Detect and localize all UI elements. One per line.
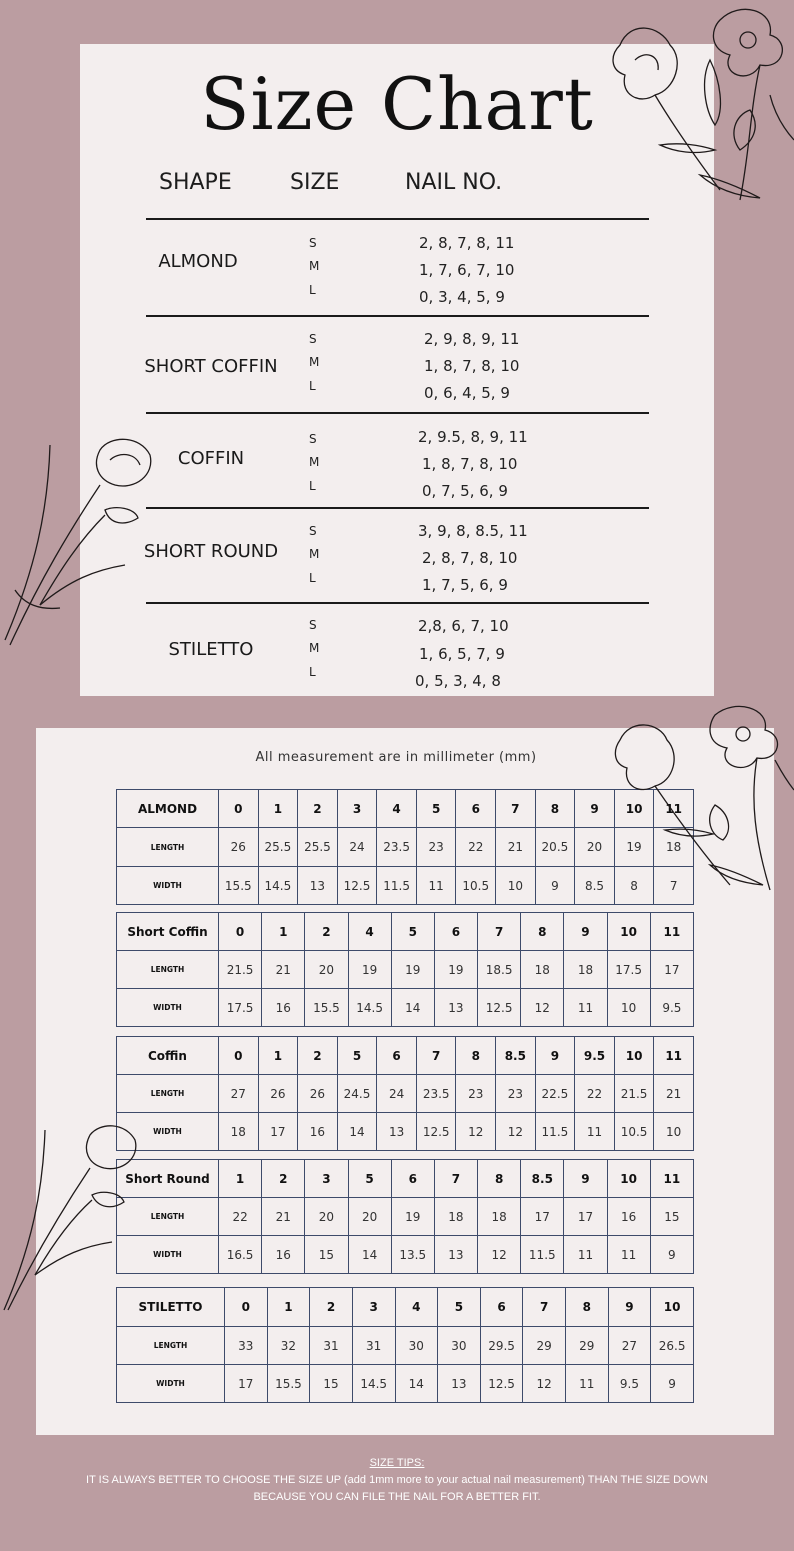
table-cell: 7 [478, 913, 521, 951]
table-cell: 17.5 [219, 989, 262, 1027]
row-label-width: WIDTH [117, 1236, 219, 1274]
floral-line-art-icon [0, 1120, 145, 1320]
size-label: L [309, 283, 316, 297]
table-cell: 11.5 [377, 867, 417, 905]
table-cell: 9 [564, 1160, 607, 1198]
table-cell: 19 [348, 951, 391, 989]
table-cell: 3 [305, 1160, 348, 1198]
table-cell: 24.5 [337, 1075, 377, 1113]
table-row [117, 1288, 694, 1327]
table-cell: 5 [391, 913, 434, 951]
row-label-length: LENGTH [117, 828, 219, 867]
table-cell: 22 [456, 828, 496, 867]
table-cell: 6 [377, 1037, 417, 1075]
table-row [117, 1113, 694, 1151]
table-cell: 16 [298, 1113, 338, 1151]
table-cell: 11.5 [535, 1113, 575, 1151]
nail-numbers: 0, 6, 4, 5, 9 [424, 384, 510, 402]
page-title: Size Chart [200, 62, 594, 146]
table-cell: 13 [438, 1365, 481, 1403]
table-cell: 0 [219, 913, 262, 951]
table-cell: 17 [564, 1198, 607, 1236]
table-row [117, 913, 694, 951]
nail-numbers: 1, 7, 6, 7, 10 [419, 261, 515, 279]
size-label: L [309, 379, 316, 393]
table-cell: 21.5 [614, 1075, 654, 1113]
table-cell: 7 [523, 1288, 566, 1327]
table-cell: 17 [225, 1365, 268, 1403]
size-label: L [309, 571, 316, 585]
table-shape-label: Coffin [117, 1037, 219, 1075]
table-cell: 5 [416, 790, 456, 828]
table-cell: 18.5 [478, 951, 521, 989]
table-cell: 1 [262, 913, 305, 951]
row-label-length: LENGTH [117, 951, 219, 989]
divider [146, 218, 649, 220]
table-cell: 21 [654, 1075, 694, 1113]
table-cell: 6 [391, 1160, 434, 1198]
table-cell: 4 [348, 913, 391, 951]
size-label: M [309, 641, 320, 655]
table-cell: 17 [650, 951, 693, 989]
table-cell: 10 [654, 1113, 694, 1151]
table-cell: 24 [337, 828, 377, 867]
table-cell: 8 [566, 1288, 609, 1327]
table-cell: 10 [651, 1288, 694, 1327]
table-cell: 10 [614, 1037, 654, 1075]
measurement-table-stiletto [116, 1287, 694, 1403]
table-row [117, 1160, 694, 1198]
table-cell: 19 [614, 828, 654, 867]
table-cell: 10 [607, 1160, 650, 1198]
table-shape-label: Short Round [117, 1160, 219, 1198]
size-label: S [309, 332, 317, 346]
table-cell: 21 [496, 828, 536, 867]
table-cell: 10 [614, 790, 654, 828]
table-cell: 19 [391, 1198, 434, 1236]
table-cell: 22.5 [535, 1075, 575, 1113]
size-label: S [309, 432, 317, 446]
shape-name: STILETTO [168, 639, 254, 660]
table-cell: 14.5 [258, 867, 298, 905]
table-cell: 29.5 [480, 1327, 523, 1365]
table-cell: 12 [496, 1113, 536, 1151]
size-label: M [309, 259, 320, 273]
table-cell: 3 [352, 1288, 395, 1327]
table-cell: 15.5 [267, 1365, 310, 1403]
table-cell: 10.5 [614, 1113, 654, 1151]
nail-numbers: 0, 5, 3, 4, 8 [415, 672, 501, 690]
table-cell: 9 [535, 867, 575, 905]
table-cell: 32 [267, 1327, 310, 1365]
table-cell: 10 [607, 989, 650, 1027]
table-cell: 30 [395, 1327, 438, 1365]
table-shape-label: STILETTO [117, 1288, 225, 1327]
table-cell: 12 [456, 1113, 496, 1151]
table-cell: 23 [416, 828, 456, 867]
row-label-length: LENGTH [117, 1075, 219, 1113]
table-cell: 12.5 [478, 989, 521, 1027]
table-cell: 7 [496, 790, 536, 828]
table-cell: 33 [225, 1327, 268, 1365]
table-cell: 1 [258, 1037, 298, 1075]
table-cell: 2 [298, 790, 338, 828]
row-label-width: WIDTH [117, 1113, 219, 1151]
size-label: S [309, 236, 317, 250]
table-cell: 11 [564, 989, 607, 1027]
nail-numbers: 1, 6, 5, 7, 9 [419, 645, 505, 663]
table-cell: 26 [258, 1075, 298, 1113]
table-row [117, 1365, 694, 1403]
table-cell: 2 [305, 913, 348, 951]
table-cell: 8.5 [521, 1160, 564, 1198]
table-cell: 21.5 [219, 951, 262, 989]
nail-numbers: 1, 8, 7, 8, 10 [424, 357, 520, 375]
size-label: L [309, 665, 316, 679]
table-cell: 16 [262, 989, 305, 1027]
table-cell: 20.5 [535, 828, 575, 867]
table-cell: 9 [651, 1365, 694, 1403]
table-cell: 18 [654, 828, 694, 867]
table-cell: 13 [377, 1113, 417, 1151]
table-cell: 10.5 [456, 867, 496, 905]
table-cell: 31 [310, 1327, 353, 1365]
measurement-table-coffin [116, 1036, 694, 1151]
floral-line-art-icon [605, 700, 794, 900]
shape-name: ALMOND [158, 251, 238, 272]
table-cell: 19 [391, 951, 434, 989]
table-cell: 23 [456, 1075, 496, 1113]
nail-numbers: 0, 7, 5, 6, 9 [422, 482, 508, 500]
measurement-table-short-round [116, 1159, 694, 1274]
table-cell: 14.5 [352, 1365, 395, 1403]
table-cell: 16.5 [219, 1236, 262, 1274]
table-cell: 11 [564, 1236, 607, 1274]
size-tips-line: IT IS ALWAYS BETTER TO CHOOSE THE SIZE UP (add 1mm more to your actual nail measurement) THAN THE SIZE DOWN [86, 1474, 708, 1486]
size-tips-title: SIZE TIPS: [369, 1457, 425, 1469]
table-cell: 14 [391, 989, 434, 1027]
table-cell: 12 [478, 1236, 521, 1274]
table-cell: 21 [262, 1198, 305, 1236]
row-label-width: WIDTH [117, 867, 219, 905]
table-cell: 11 [650, 913, 693, 951]
table-cell: 25.5 [258, 828, 298, 867]
table-cell: 7 [434, 1160, 477, 1198]
table-cell: 1 [267, 1288, 310, 1327]
table-cell: 20 [575, 828, 615, 867]
table-row [117, 989, 694, 1027]
table-cell: 23.5 [416, 1075, 456, 1113]
table-cell: 5 [438, 1288, 481, 1327]
table-row [117, 1075, 694, 1113]
table-cell: 2 [262, 1160, 305, 1198]
table-cell: 8 [535, 790, 575, 828]
table-cell: 20 [348, 1198, 391, 1236]
header-shape: SHAPE [159, 170, 232, 195]
table-cell: 24 [377, 1075, 417, 1113]
table-cell: 15.5 [305, 989, 348, 1027]
table-cell: 5 [337, 1037, 377, 1075]
size-label: S [309, 618, 317, 632]
row-label-length: LENGTH [117, 1198, 219, 1236]
size-label: M [309, 547, 320, 561]
table-cell: 0 [219, 1037, 259, 1075]
divider [146, 507, 649, 509]
size-label: L [309, 479, 316, 493]
shape-name: SHORT COFFIN [144, 356, 278, 377]
table-cell: 14 [395, 1365, 438, 1403]
table-cell: 15 [305, 1236, 348, 1274]
table-cell: 7 [416, 1037, 456, 1075]
table-row [117, 951, 694, 989]
table-cell: 12.5 [416, 1113, 456, 1151]
measurement-table-short-coffin [116, 912, 694, 1027]
table-cell: 26 [219, 828, 259, 867]
table-cell: 20 [305, 1198, 348, 1236]
table-cell: 9.5 [650, 989, 693, 1027]
table-cell: 30 [438, 1327, 481, 1365]
table-cell: 18 [219, 1113, 259, 1151]
table-cell: 1 [219, 1160, 262, 1198]
table-shape-label: ALMOND [117, 790, 219, 828]
header-size: SIZE [290, 170, 340, 195]
nail-numbers: 0, 3, 4, 5, 9 [419, 288, 505, 306]
table-cell: 6 [480, 1288, 523, 1327]
nail-numbers: 2, 8, 7, 8, 11 [419, 234, 515, 252]
table-cell: 0 [219, 790, 259, 828]
table-cell: 8.5 [575, 867, 615, 905]
floral-line-art-icon [600, 0, 794, 210]
table-cell: 0 [225, 1288, 268, 1327]
table-cell: 6 [434, 913, 477, 951]
table-cell: 2 [310, 1288, 353, 1327]
table-cell: 8.5 [496, 1037, 536, 1075]
table-row [117, 1037, 694, 1075]
table-row [117, 1327, 694, 1365]
table-cell: 3 [337, 790, 377, 828]
table-cell: 15 [310, 1365, 353, 1403]
table-cell: 8 [456, 1037, 496, 1075]
table-cell: 5 [348, 1160, 391, 1198]
table-cell: 9 [575, 790, 615, 828]
size-tips [0, 1455, 794, 1506]
measurement-note: All measurement are in millimeter (mm) [255, 750, 537, 765]
table-row [117, 1198, 694, 1236]
table-cell: 27 [219, 1075, 259, 1113]
table-cell: 11.5 [521, 1236, 564, 1274]
size-tips-line: BECAUSE YOU CAN FILE THE NAIL FOR A BETTER FIT. [253, 1491, 541, 1503]
table-cell: 31 [352, 1327, 395, 1365]
table-cell: 10 [607, 913, 650, 951]
table-cell: 1 [258, 790, 298, 828]
table-cell: 20 [305, 951, 348, 989]
table-cell: 11 [654, 790, 694, 828]
nail-numbers: 2, 9.5, 8, 9, 11 [418, 428, 528, 446]
table-cell: 13 [434, 1236, 477, 1274]
size-label: S [309, 524, 317, 538]
header-nail-no: NAIL NO. [405, 170, 503, 195]
table-cell: 29 [566, 1327, 609, 1365]
table-cell: 12.5 [480, 1365, 523, 1403]
table-cell: 16 [262, 1236, 305, 1274]
divider [146, 412, 649, 414]
row-label-width: WIDTH [117, 989, 219, 1027]
nail-numbers: 2,8, 6, 7, 10 [418, 617, 509, 635]
row-label-width: WIDTH [117, 1365, 225, 1403]
table-cell: 25.5 [298, 828, 338, 867]
table-cell: 2 [298, 1037, 338, 1075]
floral-line-art-icon [0, 430, 160, 660]
nail-numbers: 2, 8, 7, 8, 10 [422, 549, 518, 567]
size-label: M [309, 455, 320, 469]
shape-name: COFFIN [177, 448, 245, 469]
table-cell: 14 [348, 1236, 391, 1274]
table-cell: 22 [575, 1075, 615, 1113]
table-cell: 4 [395, 1288, 438, 1327]
nail-numbers: 2, 9, 8, 9, 11 [424, 330, 520, 348]
table-cell: 13 [434, 989, 477, 1027]
table-cell: 12 [523, 1365, 566, 1403]
table-cell: 14 [337, 1113, 377, 1151]
table-cell: 11 [654, 1037, 694, 1075]
table-cell: 26 [298, 1075, 338, 1113]
table-cell: 23.5 [377, 828, 417, 867]
table-cell: 23 [496, 1075, 536, 1113]
table-cell: 4 [377, 790, 417, 828]
table-cell: 21 [262, 951, 305, 989]
nail-numbers: 1, 7, 5, 6, 9 [422, 576, 508, 594]
table-cell: 12.5 [337, 867, 377, 905]
table-cell: 15.5 [219, 867, 259, 905]
table-cell: 11 [575, 1113, 615, 1151]
divider [146, 602, 649, 604]
table-cell: 13.5 [391, 1236, 434, 1274]
table-cell: 16 [607, 1198, 650, 1236]
table-row [117, 1236, 694, 1274]
table-shape-label: Short Coffin [117, 913, 219, 951]
table-cell: 13 [298, 867, 338, 905]
table-cell: 8 [614, 867, 654, 905]
table-cell: 17 [521, 1198, 564, 1236]
table-cell: 8 [521, 913, 564, 951]
table-cell: 17.5 [607, 951, 650, 989]
table-cell: 9 [608, 1288, 651, 1327]
table-cell: 15 [650, 1198, 693, 1236]
table-cell: 11 [607, 1236, 650, 1274]
table-cell: 22 [219, 1198, 262, 1236]
table-cell: 18 [478, 1198, 521, 1236]
nail-numbers: 1, 8, 7, 8, 10 [422, 455, 518, 473]
table-cell: 11 [416, 867, 456, 905]
table-cell: 8 [478, 1160, 521, 1198]
table-cell: 14.5 [348, 989, 391, 1027]
table-cell: 19 [434, 951, 477, 989]
table-cell: 27 [608, 1327, 651, 1365]
table-cell: 9.5 [608, 1365, 651, 1403]
row-label-length: LENGTH [117, 1327, 225, 1365]
table-cell: 12 [521, 989, 564, 1027]
shape-name: SHORT ROUND [143, 541, 279, 562]
table-cell: 9 [564, 913, 607, 951]
table-cell: 10 [496, 867, 536, 905]
table-cell: 11 [566, 1365, 609, 1403]
table-cell: 17 [258, 1113, 298, 1151]
nail-numbers: 3, 9, 8, 8.5, 11 [418, 522, 528, 540]
size-label: M [309, 355, 320, 369]
table-cell: 11 [650, 1160, 693, 1198]
table-cell: 18 [434, 1198, 477, 1236]
table-cell: 7 [654, 867, 694, 905]
table-cell: 29 [523, 1327, 566, 1365]
divider [146, 315, 649, 317]
table-cell: 18 [521, 951, 564, 989]
table-cell: 9.5 [575, 1037, 615, 1075]
table-cell: 26.5 [651, 1327, 694, 1365]
table-cell: 9 [650, 1236, 693, 1274]
table-cell: 6 [456, 790, 496, 828]
table-cell: 18 [564, 951, 607, 989]
table-cell: 9 [535, 1037, 575, 1075]
